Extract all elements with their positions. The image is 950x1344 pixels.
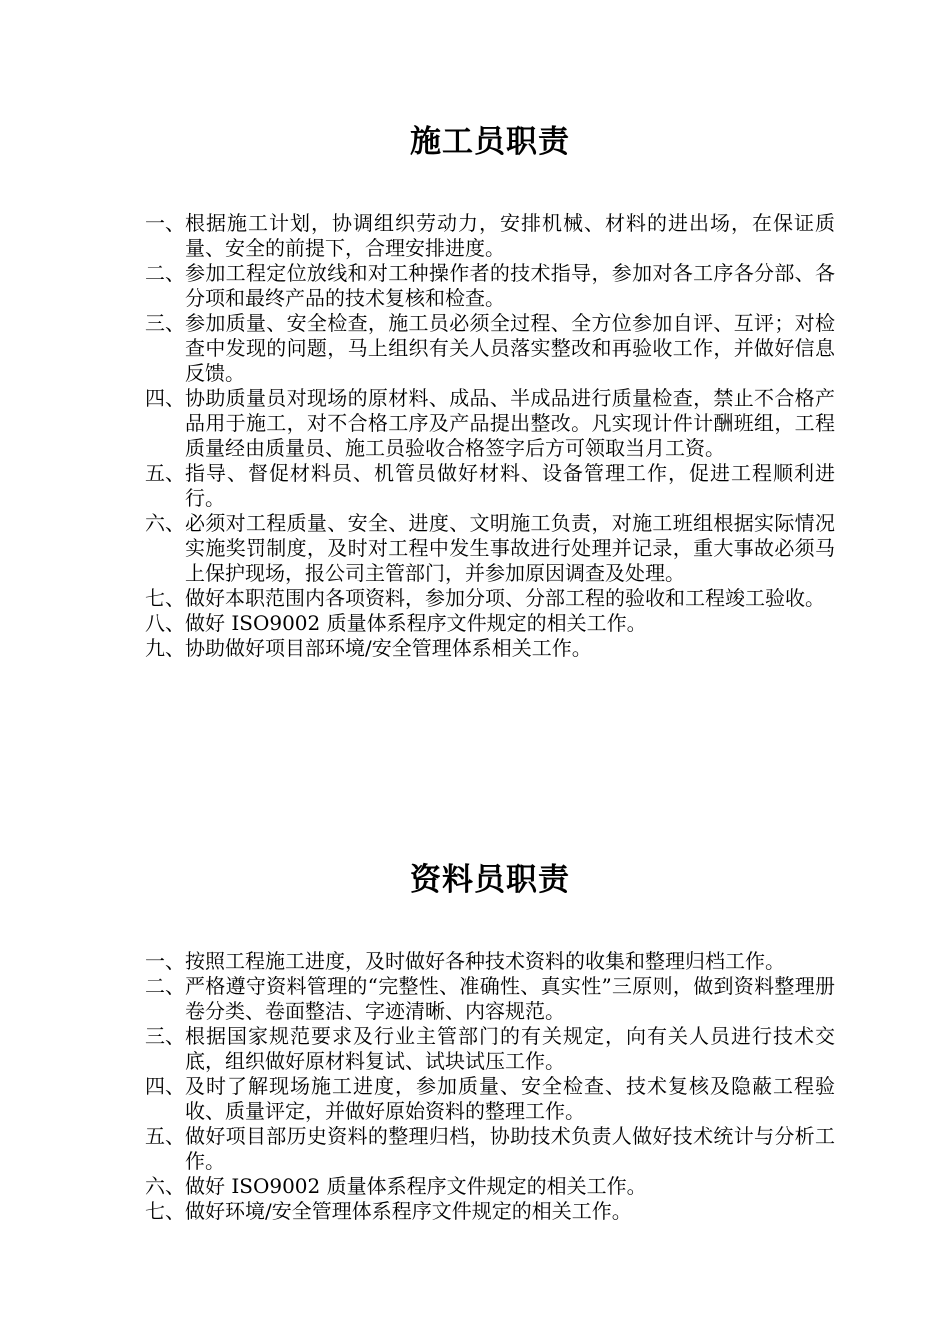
duty-number: 四、 — [145, 386, 185, 410]
duty-text: 做好项目部历史资料的整理归档，协助技术负责人做好技术统计与分析工作。 — [185, 1124, 835, 1173]
duty-text: 根据施工计划，协调组织劳动力，安排机械、材料的进出场，在保证质量、安全的前提下，合理安排进度。 — [185, 211, 835, 260]
duty-text: 及时了解现场施工进度，参加质量、安全检查、技术复核及隐蔽工程验收、质量评定，并做好原始资料的整理工作。 — [185, 1074, 835, 1123]
duty-number: 七、 — [145, 1199, 185, 1223]
duty-text: 做好本职范围内各项资料，参加分项、分部工程的验收和工程竣工验收。 — [185, 586, 825, 610]
duty-text: 做好环境/安全管理体系程序文件规定的相关工作。 — [185, 1199, 632, 1223]
duty-item — [145, 461, 835, 511]
duty-text: 必须对工程质量、安全、进度、文明施工负责，对施工班组根据实际情况实施奖罚制度，及时对工程中发生事故进行处理并记录，重大事故必须马上保护现场，报公司主管部门，并参加原因调查及处理。 — [185, 511, 835, 585]
duty-number: 五、 — [145, 1124, 185, 1148]
duty-item — [145, 261, 835, 311]
duty-text: 指导、督促材料员、机管员做好材料、设备管理工作，促进工程顺利进行。 — [185, 461, 835, 510]
duty-item — [145, 1174, 835, 1199]
duty-list — [145, 949, 835, 1224]
duty-number: 八、 — [145, 611, 185, 635]
document-clerk-duties-section — [145, 858, 835, 1224]
duty-list — [145, 211, 835, 661]
duty-text: 严格遵守资料管理的“完整性、准确性、真实性”三原则，做到资料整理册卷分类、卷面整洁、字迹清晰、内容规范。 — [185, 974, 835, 1023]
duty-item — [145, 511, 835, 586]
duty-text: 参加工程定位放线和对工种操作者的技术指导，参加对各工序各分部、各分项和最终产品的技术复核和检查。 — [185, 261, 835, 310]
duty-item — [145, 1074, 835, 1124]
duty-number: 二、 — [145, 974, 185, 998]
section-title: 施工员职责 — [410, 124, 570, 160]
duty-text: 协助做好项目部环境/安全管理体系相关工作。 — [185, 636, 592, 660]
construction-worker-duties-section — [145, 120, 835, 661]
duty-item — [145, 311, 835, 386]
duty-text: 参加质量、安全检查，施工员必须全过程、全方位参加自评、互评；对检查中发现的问题，马上组织有关人员落实整改和再验收工作，并做好信息反馈。 — [185, 311, 835, 385]
duty-text: 根据国家规范要求及行业主管部门的有关规定，向有关人员进行技术交底，组织做好原材料复试、试块试压工作。 — [185, 1024, 835, 1073]
duty-item — [145, 1024, 835, 1074]
duty-item — [145, 949, 835, 974]
duty-item — [145, 211, 835, 261]
duty-item — [145, 386, 835, 461]
duty-item — [145, 611, 835, 636]
section-title: 资料员职责 — [410, 862, 570, 898]
duty-text: 协助质量员对现场的原材料、成品、半成品进行质量检查，禁止不合格产品用于施工，对不合格工序及产品提出整改。凡实现计件计酬班组，工程质量经由质量员、施工员验收合格签字后方可领取当月工资。 — [185, 386, 835, 460]
duty-number: 五、 — [145, 461, 185, 485]
duty-number: 四、 — [145, 1074, 185, 1098]
duty-number: 一、 — [145, 211, 185, 235]
duty-item — [145, 586, 835, 611]
duty-item — [145, 1124, 835, 1174]
duty-item — [145, 636, 835, 661]
duty-number: 六、 — [145, 1174, 185, 1198]
duty-number: 六、 — [145, 511, 185, 535]
duty-number: 三、 — [145, 311, 185, 335]
duty-number: 一、 — [145, 949, 185, 973]
duty-number: 三、 — [145, 1024, 185, 1048]
duty-number: 九、 — [145, 636, 185, 660]
duty-number: 七、 — [145, 586, 185, 610]
duty-item — [145, 974, 835, 1024]
duty-item — [145, 1199, 835, 1224]
duty-text: 做好 ISO9002 质量体系程序文件规定的相关工作。 — [185, 611, 647, 635]
duty-number: 二、 — [145, 261, 185, 285]
duty-text: 按照工程施工进度，及时做好各种技术资料的收集和整理归档工作。 — [185, 949, 785, 973]
duty-text: 做好 ISO9002 质量体系程序文件规定的相关工作。 — [185, 1174, 647, 1198]
